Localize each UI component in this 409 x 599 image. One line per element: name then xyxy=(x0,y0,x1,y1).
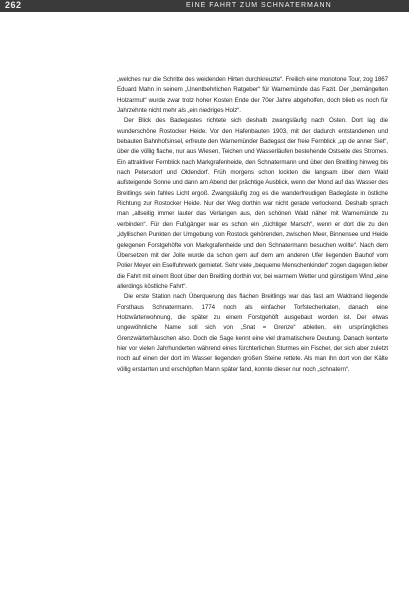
article-body xyxy=(117,75,388,375)
paragraph-1: „welches nur die Schritte des weidenden Hirten durchkreuzte“. Freilich eine monotone Tour, zog 1867 Eduard Mahn in seinem „Unentbehrlichen Ratgeber“ für Warnemünde das Fazit. Der „bemängelten Holzarmut“ wurde zwar trotz hoher Kosten Ende der 70er Jahre abgeholfen, doch blieb es noch für Jahrzehnte nicht mehr als „ein niedriges Holz“. xyxy=(117,76,388,115)
running-header-bar xyxy=(0,0,409,12)
running-head-title: EINE FAHRT ZUM SCHNATERMANN xyxy=(186,2,332,9)
paragraph-2: Der Blick des Badegastes richtete sich deshalb zwangsläufig nach Osten. Dort lag die wunderschöne Rostocker Heide. Vor den Hafenbauten 1903, mit der dadurch entstandenen und bebauten Bahnhofsinsel, erfreute den Warnemünder Badegast der freie Fernblick „up de anner Siet“, über die völlig flache, nur aus Wiesen, Teichen und Wasserläufen bestehende Ostseite des Stromes. Ein attraktiver Fernblick nach Markgrafenheide, den Schnatermann und über den Breitling hinweg bis nach Petersdorf und Oldendorf. Früh morgens schon lockten die langsam über dem Wald aufsteigende Sonne und dann am Abend der prächtige Ausblick, wenn der Mond auf das Wasser des Breitlings sein fahles Licht ergoß. Zwangsläufig zog es die wanderfreudigen Badegäste in östliche Richtung zur Rostocker Heide. Nur der Weg dorthin war nicht gerade verlockend. Deshalb sprach man „allseitig immer lauter das Verlangen aus, den schönen Wald näher mit Warnemünde zu verbinden“. Für den Fußgänger war es schon ein „tüchtiger Marsch“, wenn er dort die zu den „idyllischen Punkten der Umgebung von Rostock gehörenden, zwischen Meer, Binnensee und Heide gelegenen Forstgehöfte von Markgrafenheide und den Schnatermann besuchen wollte“. Nach dem Übersetzen mit der Jolle wurde da schon gern auf dem am anderen Ufer liegenden Bauhof vom Polier Meyer ein Eselfuhrwerk gemietet. Sehr viele „bequeme Menschenkinder“ zogen dagegen lieber die Fahrt mit einem Boot über den Breitling dorthin vor, bei warmem Wetter und günstigem Wind „eine allerdings köstliche Fahrt“. xyxy=(117,117,388,290)
page-number: 262 xyxy=(5,0,22,10)
paragraph-3: Die erste Station nach Überquerung des flachen Breitlings war das fast am Waldrand liegende Forsthaus Schnatermann. 1774 noch als einfacher Torfstecherkaten, danach eine Holzwärterwohnung, die später zu einem Forstgehöft ausgebaut worden ist. Der etwas ungewöhnliche Name soll sich von „Snat = Grenze“ ableiten, ein ursprüngliches Grenzwärterhäuschen also. Doch die Sage kennt eine viel dramatischere Deutung. Danach kenterte hier vor vielen Jahrhunderten während eines fürchterlichen Sturmes ein Fischer, der sich aber zuletzt noch auf einen der dort im Wasser liegenden großen Steine rettete. Als man ihn dort von der Kälte völlig erstarrten und erschöpften Mann später fand, konnte dieser nur noch „schnatern“. xyxy=(117,293,388,373)
